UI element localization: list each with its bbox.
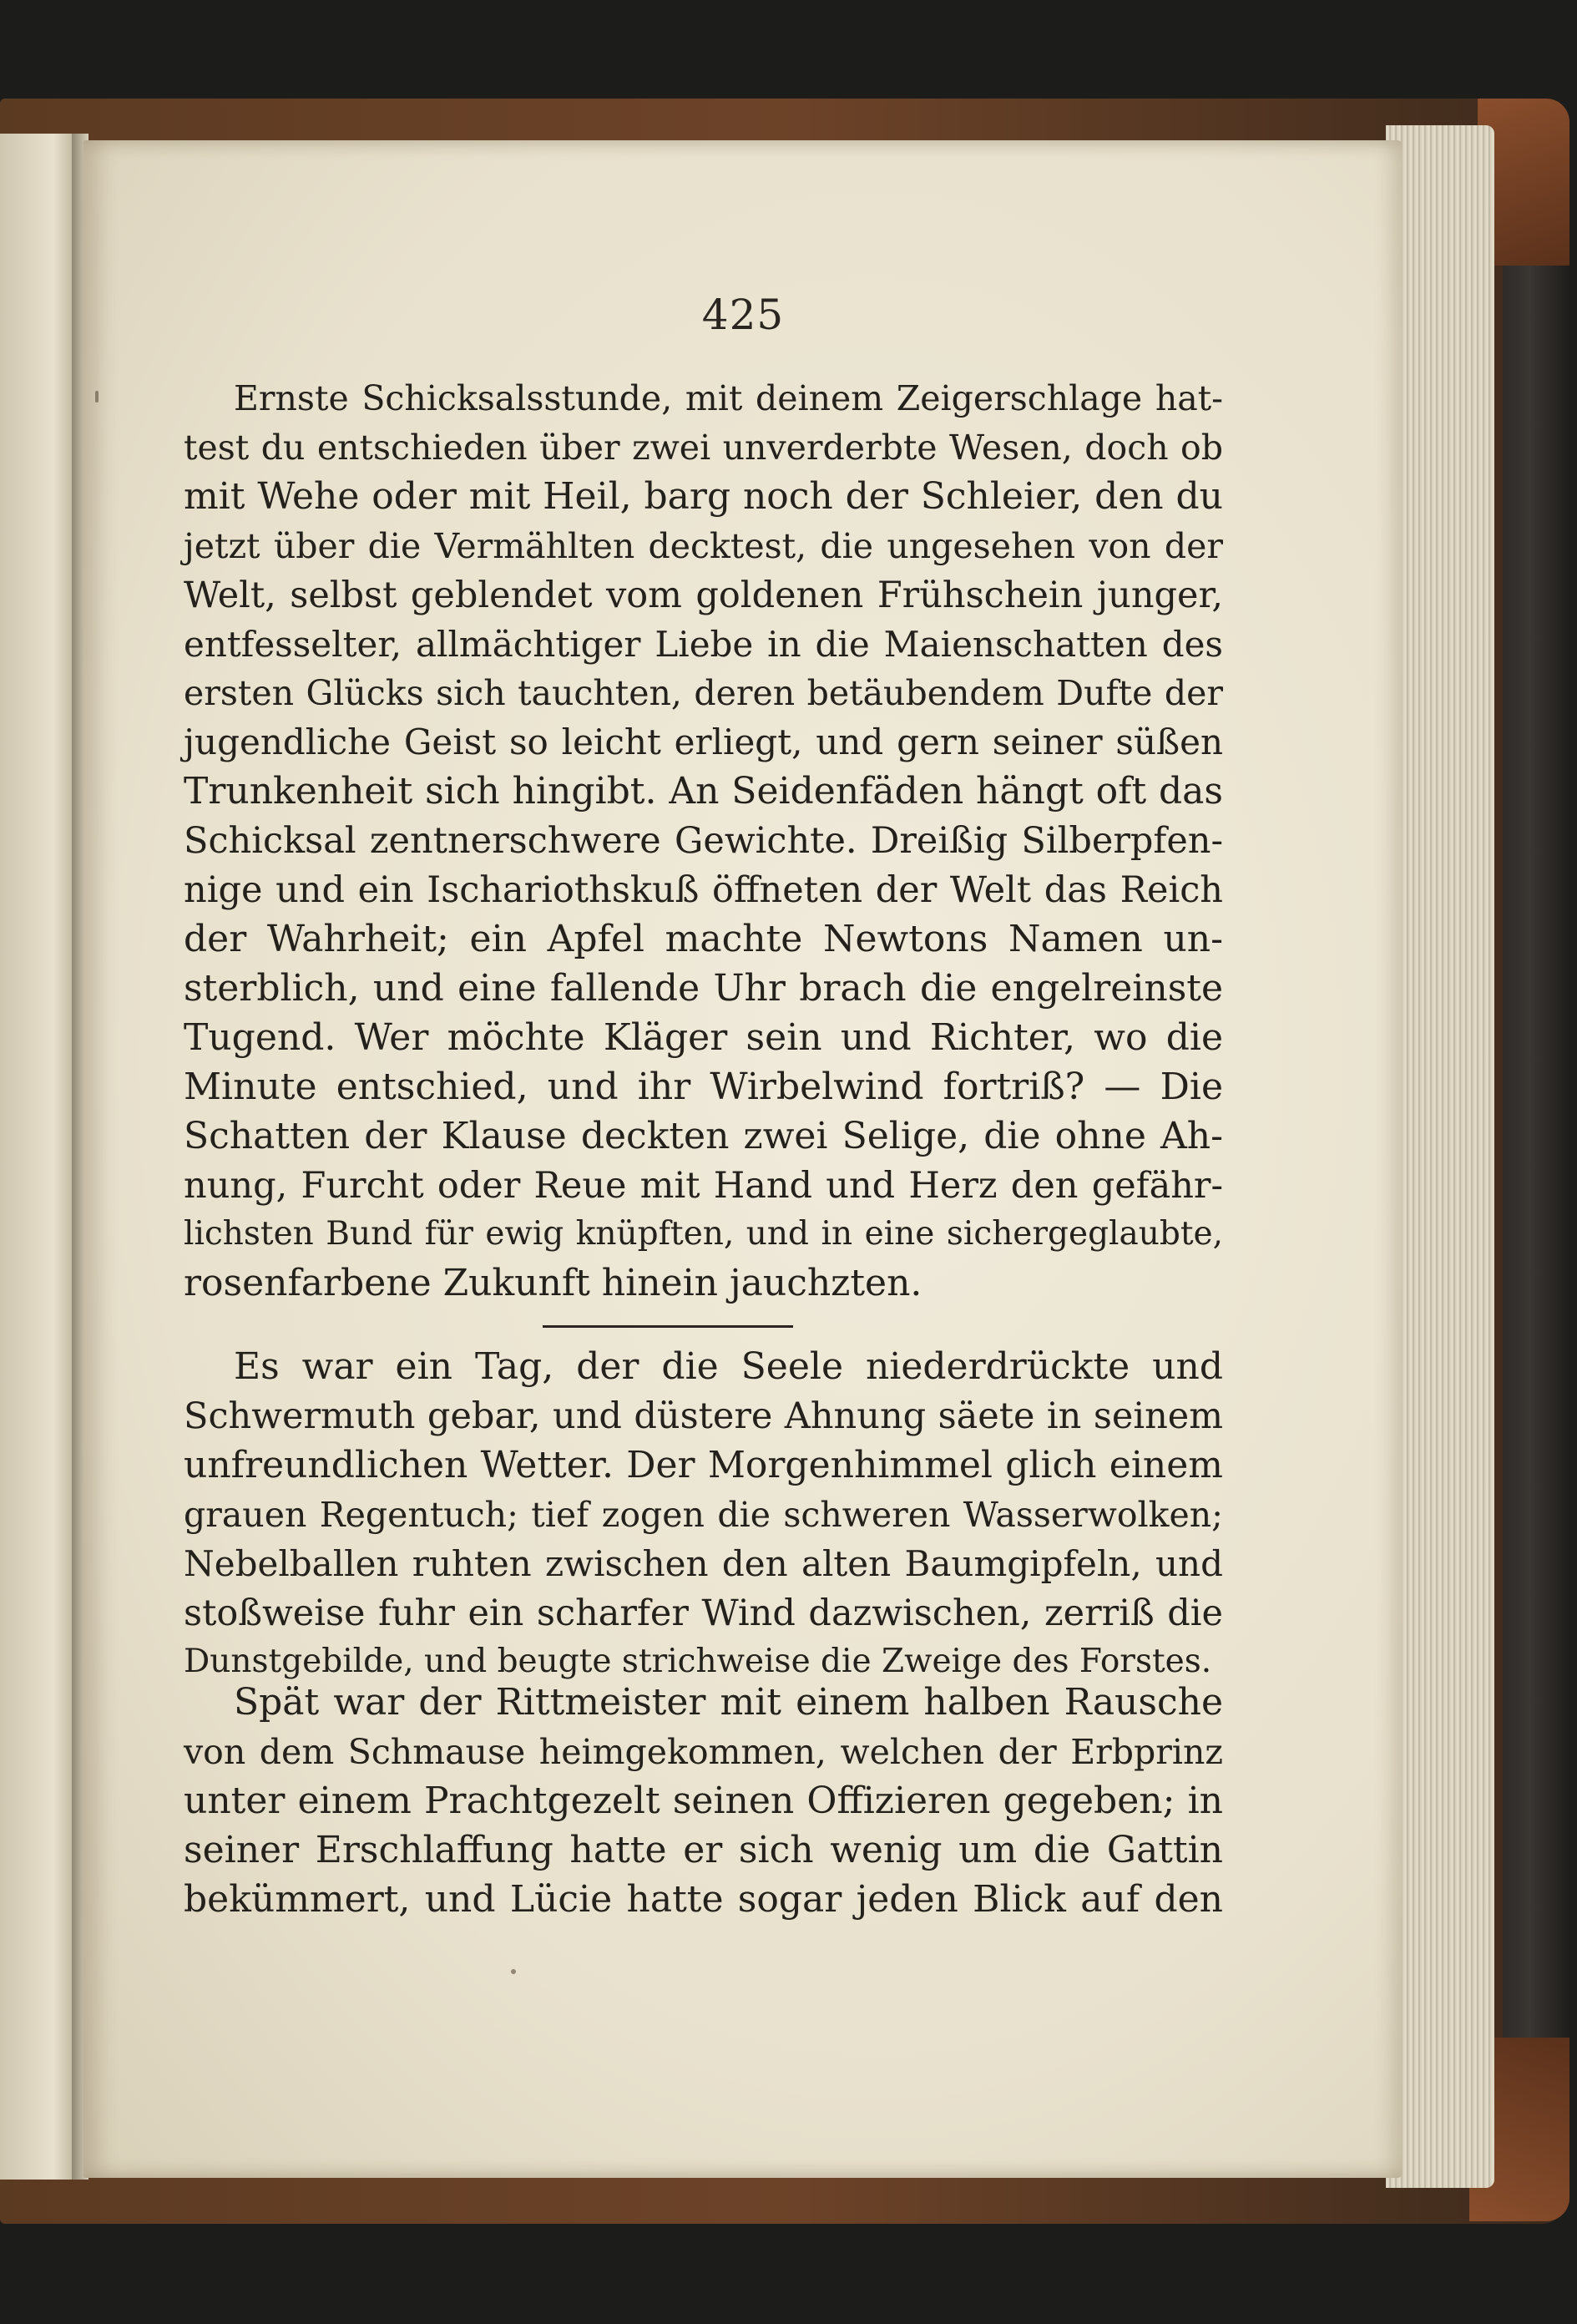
text-line: der Wahrheit; ein Apfel machte Newtons Namen un- (184, 917, 1223, 960)
text-line: Dunstgebilde, und beugte strichweise die Zweige des Forstes. (184, 1643, 1212, 1681)
text-line: von dem Schmause heimgekommen, welchen der Erbprinz (184, 1731, 1223, 1772)
book-page (83, 140, 1403, 2178)
text-line: Spät war der Rittmeister mit einem halben Rausche (234, 1681, 1223, 1724)
text-line: nung, Furcht oder Reue mit Hand und Herz den gefähr- (184, 1164, 1223, 1207)
text-line: stoßweise fuhr ein scharfer Wind dazwischen, zerriß die (184, 1592, 1223, 1634)
section-divider (543, 1325, 793, 1328)
paragraph-2 (184, 1343, 1223, 1687)
text-line: grauen Regentuch; tief zogen die schweren Wasserwolken; (184, 1494, 1223, 1535)
facing-page-edge (0, 134, 77, 2180)
book-cover-edge (1503, 134, 1569, 2205)
text-line: Trunkenheit sich hingibt. An Seidenfäden hängt oft das (184, 770, 1223, 813)
text-line: rosenfarbene Zukunft hinein jauchzten. (184, 1262, 922, 1305)
text-line: jugendliche Geist so leicht erliegt, und gern seiner süßen (184, 722, 1223, 763)
text-line: jetzt über die Vermählten decktest, die ungesehen von der (184, 525, 1223, 566)
text-line: seiner Erschlaffung hatte er sich wenig um die Gattin (184, 1828, 1223, 1871)
text-line: Nebelballen ruhten zwischen den alten Baumgipfeln, und (184, 1542, 1223, 1584)
text-line: bekümmert, und Lücie hatte sogar jeden Blick auf den (184, 1877, 1223, 1921)
text-line: Tugend. Wer möchte Kläger sein und Richter, wo die (184, 1015, 1223, 1059)
text-line: Schicksal zentnerschwere Gewichte. Dreißig Silberpfen- (184, 820, 1223, 863)
text-line: entfesselter, allmächtiger Liebe in die Maienschatten des (184, 623, 1223, 665)
text-line: unter einem Prachtgezelt seinen Offizieren gegeben; in (184, 1779, 1223, 1822)
text-line: Schatten der Klause deckten zwei Selige, die ohne Ah- (184, 1114, 1223, 1157)
text-line: Welt, selbst geblendet vom goldenen Frühschein junger, (184, 574, 1223, 616)
paragraph-1 (184, 374, 1223, 1309)
paper-speck (511, 1969, 516, 1974)
text-line: Minute entschied, und ihr Wirbelwind fortriß? — Die (184, 1065, 1223, 1108)
paragraph-3 (184, 1678, 1223, 1925)
text-line: lichsten Bund für ewig knüpften, und in eine sichergeglaubte, (184, 1215, 1223, 1253)
paper-speck (95, 391, 99, 403)
text-line: Ernste Schicksalsstunde, mit deinem Zeigerschlage hat- (234, 378, 1223, 418)
page-number: 425 (701, 291, 785, 339)
text-line: unfreundlichen Wetter. Der Morgenhimmel glich einem (184, 1443, 1223, 1486)
text-line: nige und ein Ischariothskuß öffneten der Welt das Reich (184, 869, 1223, 912)
text-line: sterblich, und eine fallende Uhr brach die engelreinste (184, 966, 1223, 1010)
text-line: Schwermuth gebar, und düstere Ahnung säete in seinem (184, 1395, 1223, 1437)
text-line: ersten Glücks sich tauchten, deren betäubendem Dufte der (184, 673, 1223, 714)
text-line: Es war ein Tag, der die Seele niederdrückte und (234, 1345, 1223, 1388)
text-line: mit Wehe oder mit Heil, barg noch der Schleier, den du (184, 474, 1223, 518)
text-line: test du entschieden über zwei unverderbte Wesen, doch ob (184, 427, 1223, 468)
